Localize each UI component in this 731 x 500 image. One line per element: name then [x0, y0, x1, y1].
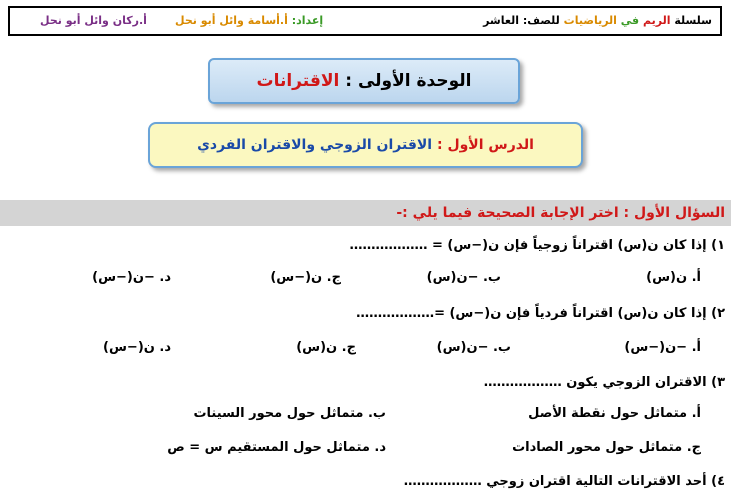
item-1-option-b[interactable]: ب. −ن(س) — [426, 270, 501, 285]
item-3-option-c[interactable]: ج. متماثل حول محور الصادات — [512, 440, 701, 455]
author-one: أ.أسامة وائل أبو نحل — [175, 14, 288, 27]
item-1-option-c[interactable]: ج. ن(−س) — [270, 270, 341, 285]
item-3-option-a[interactable]: أ. متماثل حول نقطة الأصل — [528, 406, 701, 421]
lesson-title-box — [148, 122, 583, 168]
prepared-label: إعداد: — [291, 14, 324, 27]
page-header — [8, 6, 722, 36]
unit-label: الوحدة الأولى : — [345, 71, 472, 91]
series-in: في — [620, 14, 640, 27]
question-item-1: ١) إذا كان ن(س) اقتراناً زوجياً فإن ن(−س) = ……………… — [349, 238, 725, 253]
item-2-option-b[interactable]: ب. −ن(س) — [436, 340, 511, 355]
item-2-option-c[interactable]: ج. ن(س) — [296, 340, 356, 355]
lesson-label: الدرس الأول : — [436, 137, 534, 153]
series-grade: للصف: العاشر — [483, 14, 560, 27]
question-title: السؤال الأول : اختر الإجابة الصحيحة فيما يلي :- — [0, 200, 731, 226]
series-prefix: سلسلة — [674, 14, 712, 27]
item-2-option-d[interactable]: د. ن(−س) — [103, 340, 171, 355]
prepared-by — [175, 14, 323, 27]
question-item-4: ٤) أحد الاقترانات التالية اقتران زوجي ……………… — [403, 474, 725, 489]
series-subject: الرياضيات — [563, 14, 617, 27]
item-3-option-d[interactable]: د. متماثل حول المستقيم س = ص — [167, 440, 386, 455]
item-1-option-d[interactable]: د. −ن(−س) — [92, 270, 171, 285]
question-item-3: ٣) الاقتران الزوجي يكون ……………… — [483, 375, 725, 390]
item-3-option-b[interactable]: ب. متماثل حول محور السينات — [193, 406, 386, 421]
unit-title: الاقترانات — [256, 71, 340, 91]
series-title — [483, 14, 712, 27]
question-item-2: ٢) إذا كان ن(س) اقتراناً فردياً فإن ن(−س) =……………… — [356, 306, 725, 321]
unit-title-box — [208, 58, 520, 104]
item-2-option-a[interactable]: أ. −ن(−س) — [624, 340, 701, 355]
series-name: الريم — [642, 14, 671, 27]
author-two: أ.ركان وائل أبو نحل — [40, 14, 147, 27]
item-1-option-a[interactable]: أ. ن(س) — [646, 270, 701, 285]
lesson-title: الاقتران الزوجي والاقتران الفردي — [197, 137, 433, 153]
